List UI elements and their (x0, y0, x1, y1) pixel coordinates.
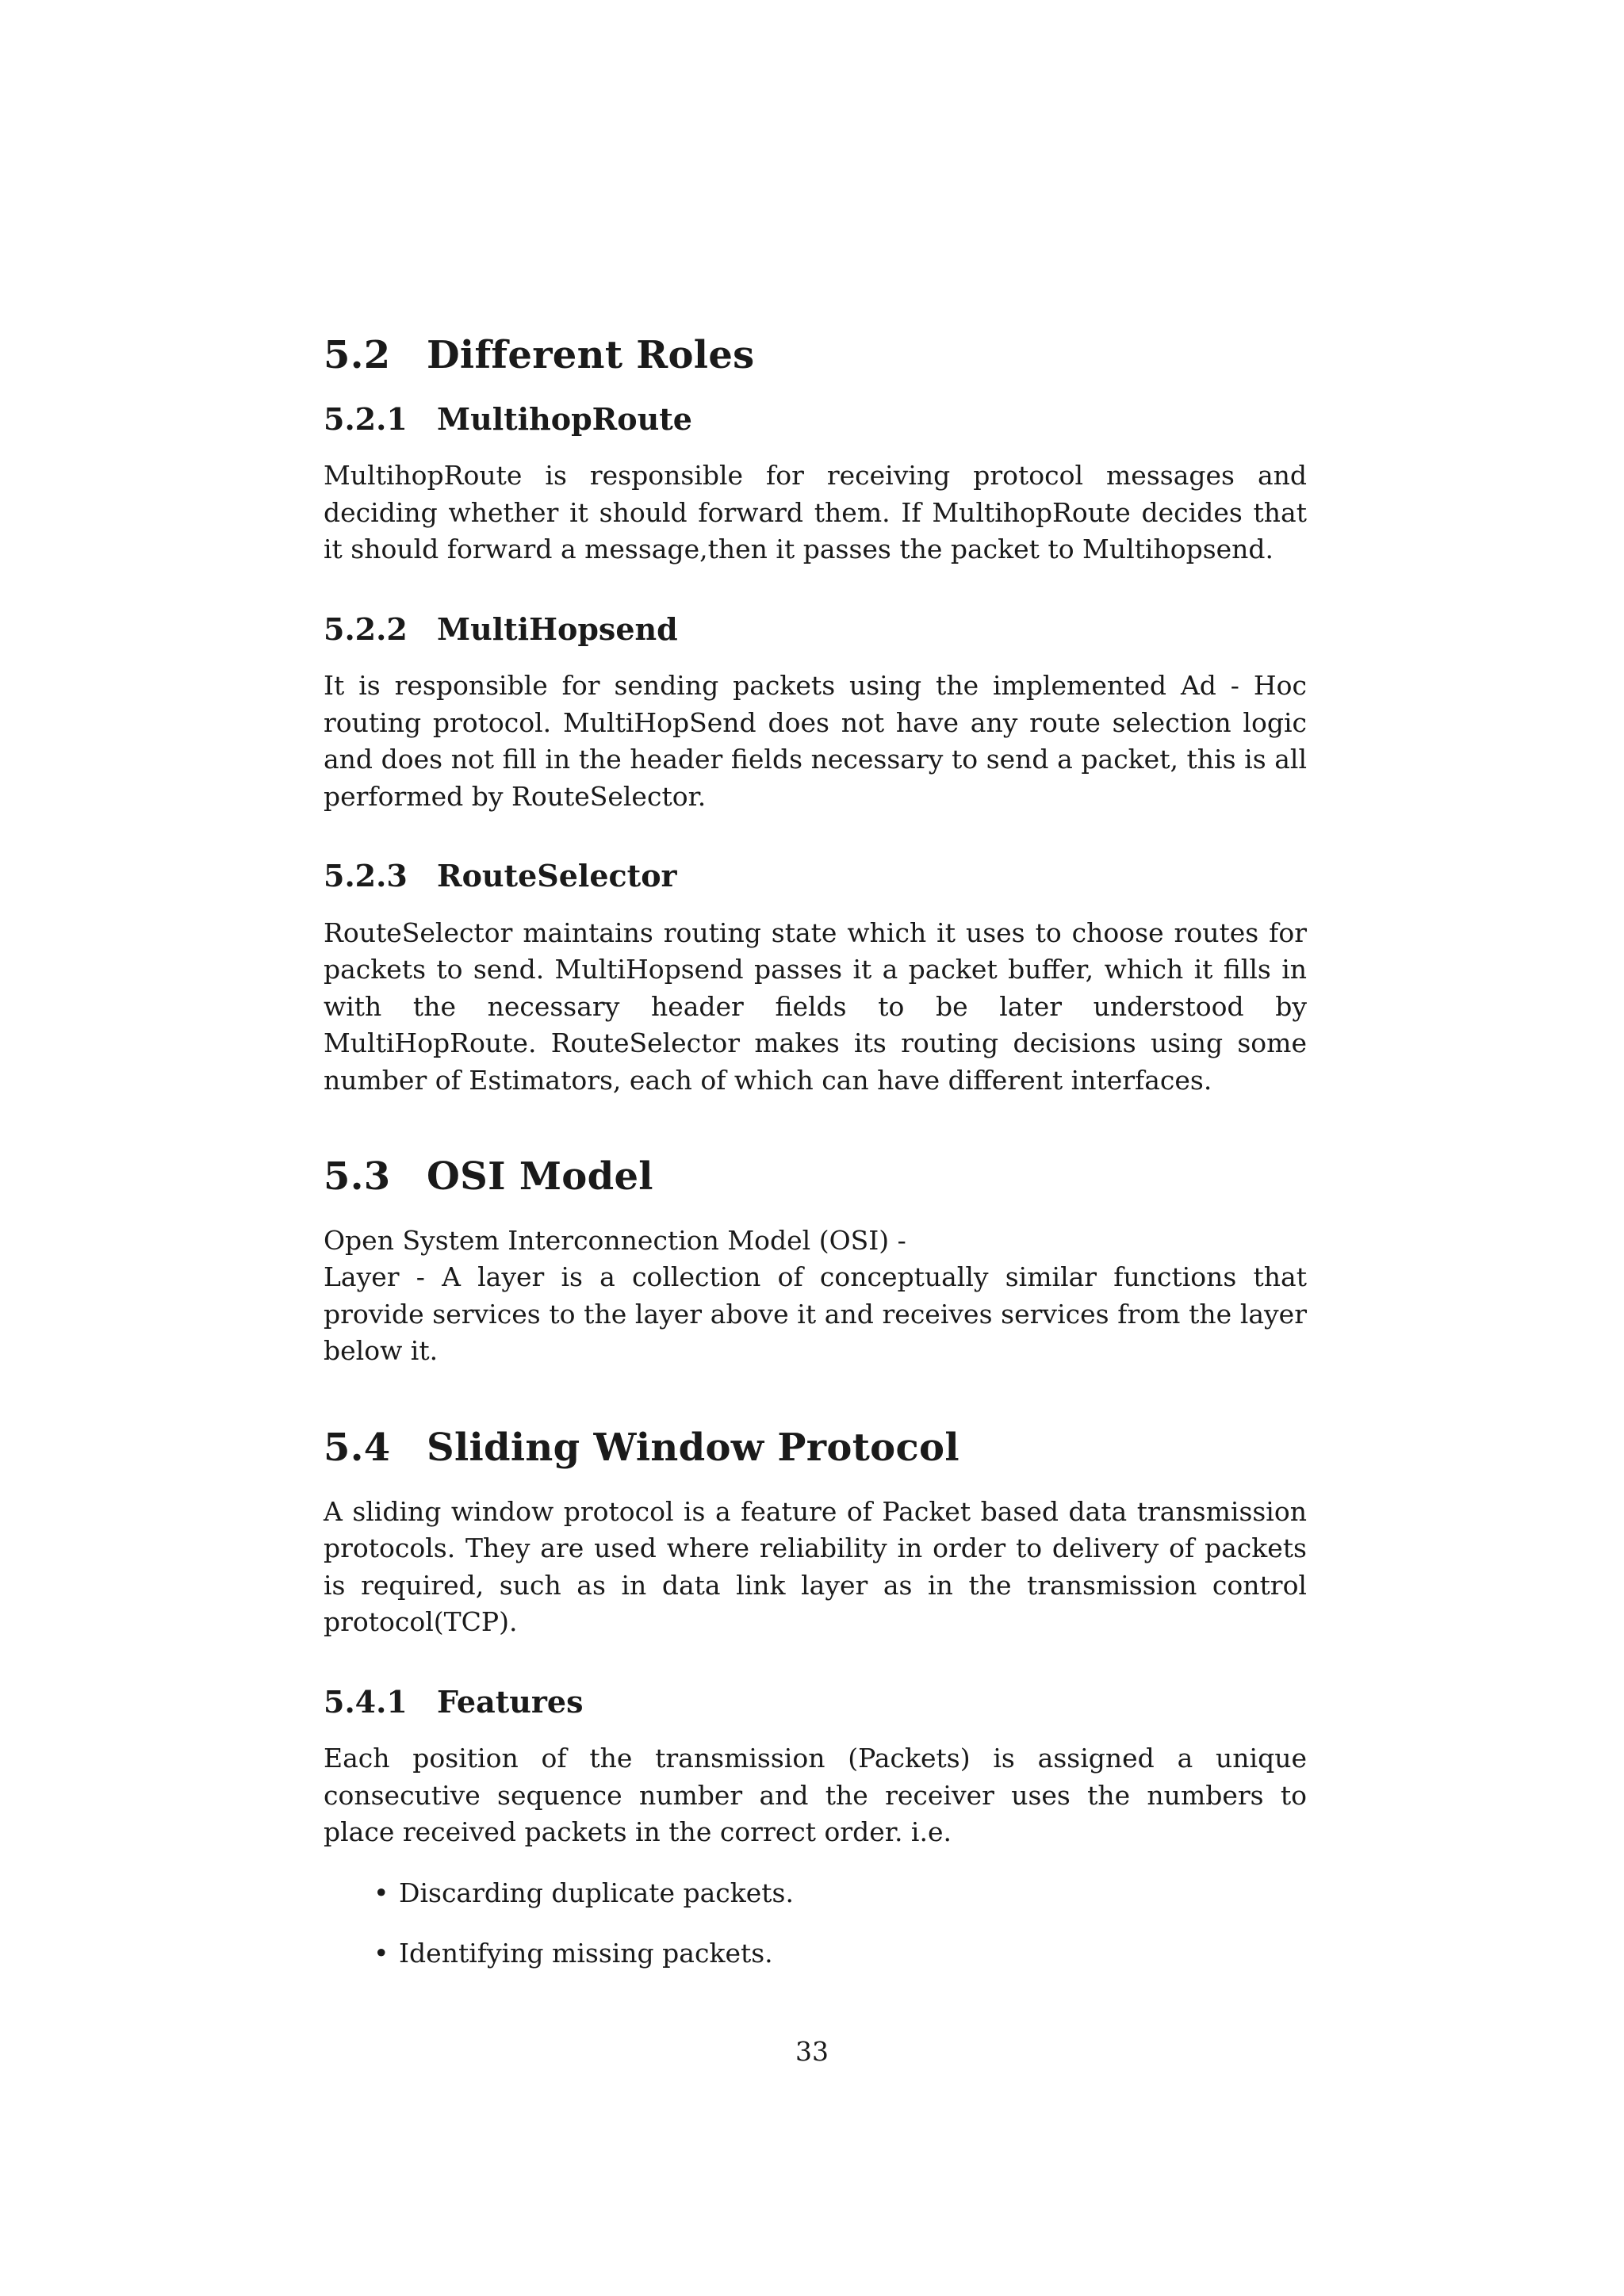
subsection-number: 5.4.1 (324, 1683, 408, 1720)
section-number: 5.2 (324, 333, 391, 377)
list-item (367, 1875, 1307, 1912)
paragraph-osi-line1: Open System Interconnection Model (OSI) - (324, 1224, 906, 1256)
paragraph-features: Each position of the transmission (Packets) is assigned a unique consecutive sequence number and the receiver uses the numbers to place received packets in the correct order. i.e. (324, 1743, 1307, 1848)
subsection-heading-5-2-3 (324, 858, 1307, 894)
subsection-title: RouteSelector (437, 858, 677, 894)
paragraph-sliding-window: A sliding window protocol is a feature of Packet based data transmission protocols. They are used where reliability in order to delivery of packets is required, such as in data link layer as in the transmission control protocol(TCP). (324, 1495, 1307, 1638)
subsection-title: MultiHopsend (437, 610, 678, 647)
page-content (324, 333, 1307, 1973)
subsection-number: 5.2.2 (324, 610, 408, 647)
section-number: 5.4 (324, 1425, 391, 1470)
page-number: 33 (795, 2036, 829, 2067)
section-title: Sliding Window Protocol (427, 1425, 959, 1470)
section-heading-5-2 (324, 333, 1307, 379)
features-bullet-list (324, 1875, 1307, 1973)
section-heading-5-3 (324, 1154, 1307, 1200)
section-title: OSI Model (427, 1154, 653, 1200)
subsection-number: 5.2.3 (324, 858, 408, 894)
section-heading-5-4 (324, 1425, 1307, 1471)
subsection-title: Features (437, 1683, 584, 1720)
paragraph-multihoproute: MultihopRoute is responsible for receiving protocol messages and deciding whether it should forward them. If MultihopRoute decides that it should forward a message,then it passes the packet to Multihopsend. (324, 460, 1307, 565)
list-item-text: Discarding duplicate packets. (399, 1877, 794, 1908)
paragraph-osi-layer: Layer - A layer is a collection of conceptually similar functions that provide services to the layer above it and receives services from the layer below it. (324, 1261, 1307, 1367)
section-number: 5.3 (324, 1154, 391, 1200)
bullet-icon: • (373, 1877, 389, 1908)
section-title: Different Roles (427, 333, 755, 377)
subsection-heading-5-2-2 (324, 611, 1307, 648)
paragraph-multihopsend: It is responsible for sending packets using the implemented Ad - Hoc routing protocol. MultiHopSend does not have any route selection logic and does not fill in the header fields necessary to send a packet, this is all performed by RouteSelector. (324, 670, 1307, 812)
subsection-number: 5.2.1 (324, 400, 408, 437)
list-item (367, 1935, 1307, 1973)
subsection-heading-5-2-1 (324, 401, 1307, 438)
list-item-text: Identifying missing packets. (399, 1938, 773, 1969)
subsection-title: MultihopRoute (437, 400, 692, 437)
bullet-icon: • (373, 1938, 389, 1969)
subsection-heading-5-4-1 (324, 1684, 1307, 1720)
paragraph-routeselector: RouteSelector maintains routing state which it uses to choose routes for packets to send. MultiHopsend passes it a packet buffer, which it fills in with the necessary header fields to be later understood by MultiHopRoute. RouteSelector makes its routing decisions using some number of Estimators, each of which can have different interfaces. (324, 916, 1307, 1096)
